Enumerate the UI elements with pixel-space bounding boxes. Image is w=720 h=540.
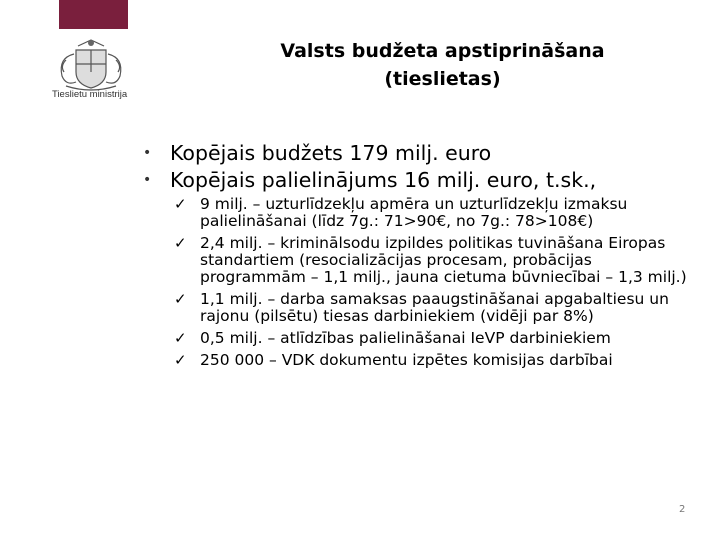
brand-bar: [59, 0, 128, 29]
title-line: Valsts budžeta apstiprināšana: [280, 40, 605, 62]
list-item: [174, 352, 699, 369]
sub-list: [174, 196, 699, 374]
list-item: [143, 140, 596, 167]
sub-item-text: 1,1 milj. – darba samaksas paaugstināšanai apgabaltiesu un rajonu (pilsētu) tiesas darbiniekiem (vidēji par 8%): [200, 290, 669, 325]
bullet-icon: •: [143, 172, 152, 188]
page-number: 2: [679, 504, 686, 515]
checkmark-icon: ✓: [174, 195, 187, 213]
title-line: (tieslietas): [384, 68, 501, 90]
bullet-text: Kopējais budžets 179 milj. euro: [170, 141, 492, 165]
bullet-list: [143, 140, 596, 194]
list-item: [174, 235, 699, 286]
checkmark-icon: ✓: [174, 329, 187, 347]
list-item: [174, 291, 699, 325]
logo-caption: Tieslietu ministrija: [52, 89, 128, 100]
sub-item-text: 9 milj. – uzturlīdzekļu apmēra un uzturlīdzekļu izmaksu palielināšanai (līdz 7g.: 71>90€, no 7g.: 78>108€): [200, 195, 628, 230]
sub-item-text: 250 000 – VDK dokumentu izpētes komisijas darbībai: [200, 351, 613, 369]
slide-title: [170, 37, 715, 93]
list-item: [174, 196, 699, 230]
checkmark-icon: ✓: [174, 234, 187, 252]
bullet-text: Kopējais palielinājums 16 milj. euro, t.sk.,: [170, 168, 597, 192]
bullet-icon: •: [143, 145, 152, 161]
list-item: [143, 167, 596, 194]
sub-item-text: 0,5 milj. – atlīdzības palielināšanai IeVP darbiniekiem: [200, 329, 611, 347]
checkmark-icon: ✓: [174, 351, 187, 369]
checkmark-icon: ✓: [174, 290, 187, 308]
sub-item-text: 2,4 milj. – kriminālsodu izpildes politikas tuvināšana Eiropas standartiem (resocializācijas procesam, probācijas programmām – 1,1 milj., jauna cietuma būvniecībai – 1,3 milj.): [200, 234, 687, 286]
list-item: [174, 330, 699, 347]
